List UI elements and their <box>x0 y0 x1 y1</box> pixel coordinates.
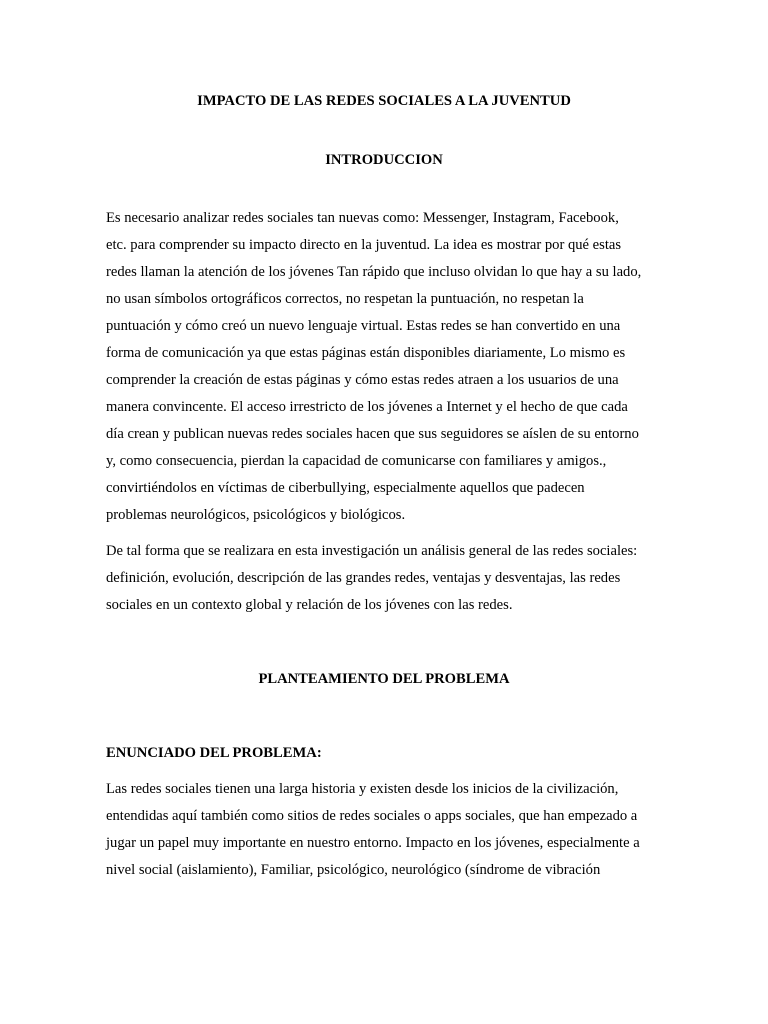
paragraph-line: redes llaman la atención de los jóvenes Tan rápido que incluso olvidan lo que hay a su lado, <box>106 264 642 280</box>
heading-planteamiento: PLANTEAMIENTO DEL PROBLEMA <box>258 671 510 687</box>
paragraph-line: sociales en un contexto global y relación de los jóvenes con las redes. <box>106 597 513 613</box>
paragraph-line: definición, evolución, descripción de las grandes redes, ventajas y desventajas, las redes <box>106 570 621 586</box>
paragraph-line: manera convincente. El acceso irrestricto de los jóvenes a Internet y el hecho de que cada <box>106 399 628 415</box>
paragraph-line: etc. para comprender su impacto directo en la juventud. La idea es mostrar por qué estas <box>106 237 622 253</box>
paragraph-line: Las redes sociales tienen una larga historia y existen desde los inicios de la civilización, <box>106 781 619 797</box>
paragraph-line: no usan símbolos ortográficos correctos, no respetan la puntuación, no respetan la <box>106 291 584 307</box>
paragraph-line: comprender la creación de estas páginas y cómo estas redes atraen a los usuarios de una <box>106 372 619 388</box>
paragraph-line: nivel social (aislamiento), Familiar, psicológico, neurológico (síndrome de vibración <box>106 862 601 878</box>
paragraph-line: De tal forma que se realizara en esta investigación un análisis general de las redes sociales: <box>106 543 638 559</box>
paragraph-line: problemas neurológicos, psicológicos y biológicos. <box>106 507 406 523</box>
paragraph-line: entendidas aquí también como sitios de redes sociales o apps sociales, que han empezado a <box>106 808 638 824</box>
paragraph-line: jugar un papel muy importante en nuestro entorno. Impacto en los jóvenes, especialmente a <box>106 835 640 851</box>
paragraph-line: y, como consecuencia, pierdan la capacidad de comunicarse con familiares y amigos., <box>106 453 607 469</box>
heading-enunciado: ENUNCIADO DEL PROBLEMA: <box>106 745 322 761</box>
paragraph-line: día crean y publican nuevas redes sociales hacen que sus seguidores se aíslen de su entorno <box>106 426 639 442</box>
paragraph-line: puntuación y cómo creó un nuevo lenguaje virtual. Estas redes se han convertido en una <box>106 318 621 334</box>
paragraph-line: Es necesario analizar redes sociales tan nuevas como: Messenger, Instagram, Facebook, <box>106 210 619 226</box>
document-title: IMPACTO DE LAS REDES SOCIALES A LA JUVENTUD <box>197 93 571 109</box>
paragraph-line: convirtiéndolos en víctimas de ciberbullying, especialmente aquellos que padecen <box>106 480 585 496</box>
paragraph-line: forma de comunicación ya que estas páginas están disponibles diariamente, Lo mismo es <box>106 345 626 361</box>
heading-introduccion: INTRODUCCION <box>325 152 443 168</box>
